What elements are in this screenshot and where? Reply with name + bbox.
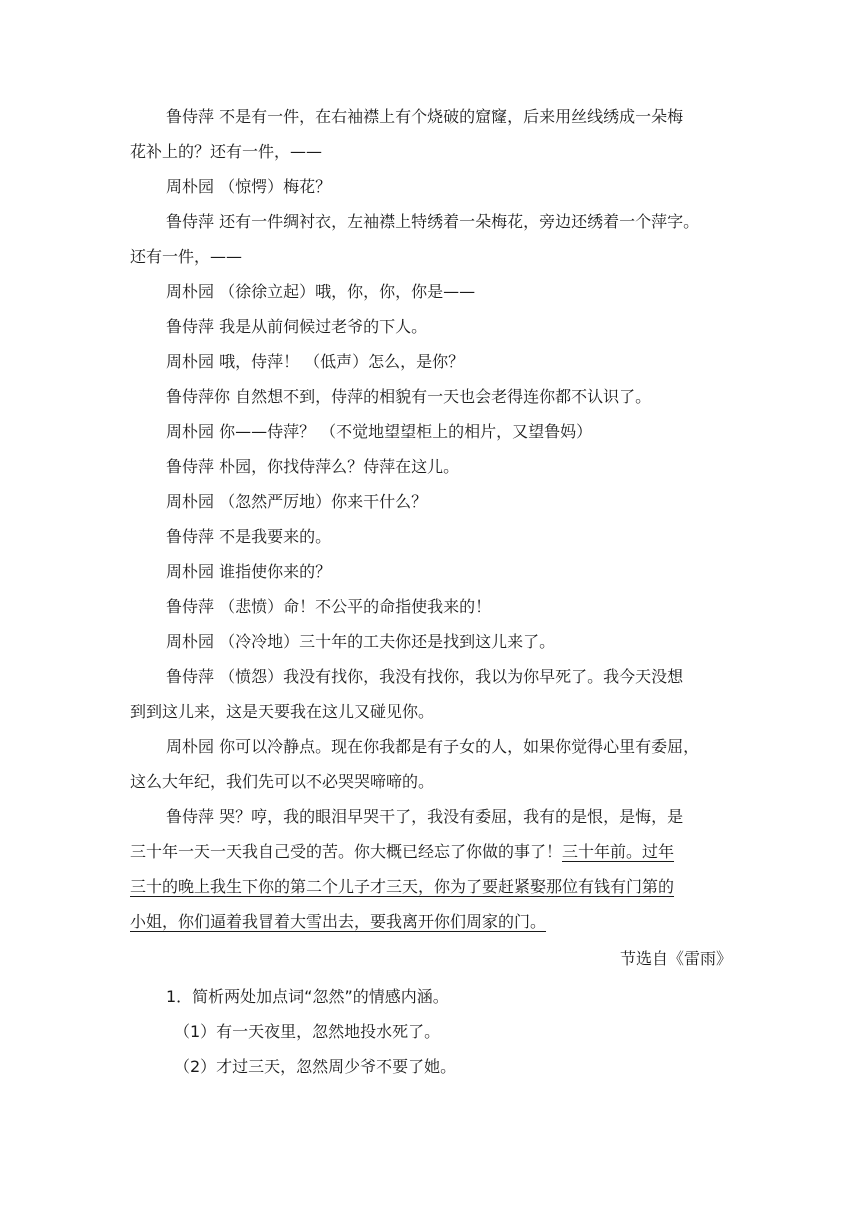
underlined-text: 三十年前。过年 — [562, 842, 675, 861]
paragraph-line: 周朴园 谁指使你来的？ — [166, 562, 332, 581]
paragraph-line: 鲁侍萍 还有一件绸衬衣，左袖襟上特绣着一朵梅花，旁边还绣着一个萍字。 — [166, 212, 700, 231]
paragraph-line: 周朴园 （冷冷地）三十年的工夫你还是找到这儿来了。 — [166, 632, 556, 651]
paragraph-line: 还有一件，—— — [130, 247, 243, 266]
underlined-line: 三十的晚上我生下你的第二个儿子才三天，你为了要赶紧娶那位有钱有门第的 — [130, 877, 675, 896]
source-citation: 节选自《雷雨》 — [619, 949, 732, 968]
paragraph-line: 周朴园 你可以冷静点。现在你我都是有子女的人，如果你觉得心里有委屈， — [166, 737, 700, 756]
paragraph-text: 三十年一天一天我自己受的苦。你大概已经忘了你做的事了！ — [130, 842, 563, 861]
paragraph-line: 鲁侍萍 不是有一件，在右袖襟上有个烧破的窟窿，后来用丝线绣成一朵梅 — [166, 107, 684, 126]
paragraph-line: 周朴园 哦，侍萍！ （低声）怎么，是你？ — [166, 352, 465, 371]
underlined-line: 小姐，你们逼着我冒着大雪出去，要我离开你们周家的门。 — [130, 912, 547, 931]
paragraph-line: 鲁侍萍 不是我要来的。 — [166, 527, 332, 546]
question-title: 1．简析两处加点词“忽然”的情感内涵。 — [166, 987, 449, 1006]
paragraph-line: 周朴园 （忽然严厉地）你来干什么？ — [166, 492, 428, 511]
paragraph-line: 鲁侍萍 我是从前伺候过老爷的下人。 — [166, 317, 428, 336]
paragraph-line: 周朴园 （徐徐立起）哦，你，你，你是—— — [166, 282, 476, 301]
paragraph-line: 这么大年纪，我们先可以不必哭哭啼啼的。 — [130, 772, 435, 791]
paragraph-line: 鲁侍萍 哭？哼，我的眼泪早哭干了，我没有委屈，我有的是恨，是悔，是 — [166, 807, 684, 826]
paragraph-line: 周朴园 你——侍萍？ （不觉地望望柜上的相片，又望鲁妈） — [166, 422, 593, 441]
paragraph-line: 周朴园 （惊愕）梅花？ — [166, 177, 332, 196]
question-item: （2）才过三天，忽然周少爷不要了她。 — [174, 1057, 457, 1076]
paragraph-line: 鲁侍萍 （悲愤）命！不公平的命指使我来的！ — [166, 597, 492, 616]
paragraph-line: 鲁侍萍你 自然想不到，侍萍的相貌有一天也会老得连你都不认识了。 — [166, 387, 652, 406]
paragraph-line: 鲁侍萍 朴园，你找侍萍么？侍萍在这儿。 — [166, 457, 460, 476]
question-item: （1）有一天夜里，忽然地投水死了。 — [174, 1022, 441, 1041]
paragraph-line — [130, 840, 732, 864]
paragraph-line: 到到这儿来，这是天要我在这儿又碰见你。 — [130, 702, 435, 721]
paragraph-line: 花补上的？还有一件，—— — [130, 142, 323, 161]
paragraph-line: 鲁侍萍 （愤怨）我没有找你，我没有找你，我以为你早死了。我今天没想 — [166, 667, 684, 686]
